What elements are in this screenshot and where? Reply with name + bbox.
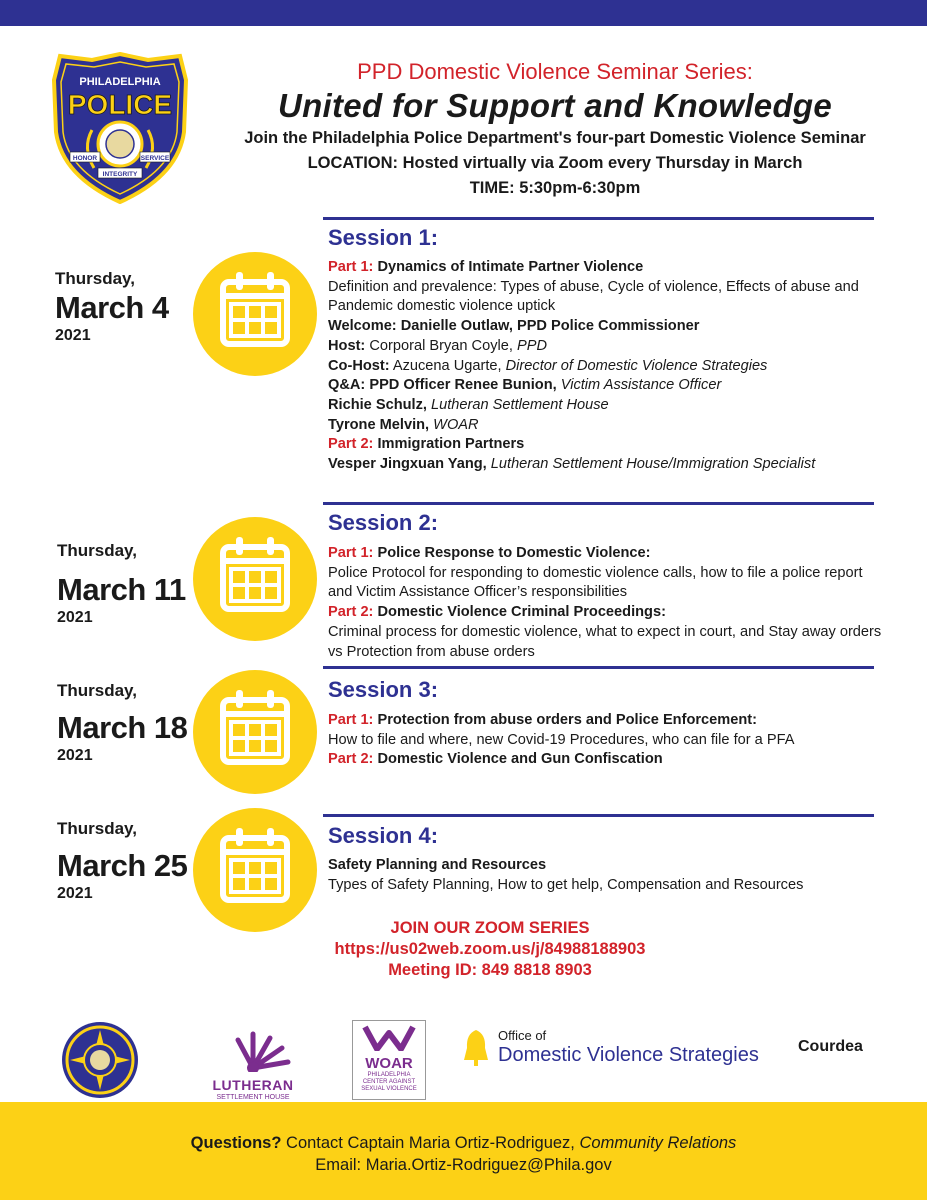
woar-name: WOAR — [365, 1055, 413, 1072]
woar-logo — [352, 1020, 426, 1100]
session-4-body — [328, 856, 883, 895]
lutheran-name: LUTHERAN — [212, 1077, 294, 1093]
qa-label: Q&A: PPD Officer Renee Bunion, — [328, 377, 557, 394]
host-org: PPD — [517, 337, 548, 354]
part-label: Part 1: — [328, 259, 374, 275]
part-label: Part 2: — [328, 436, 374, 453]
divider-session-1 — [323, 217, 874, 220]
part-title: Dynamics of Intimate Partner Violence — [377, 259, 644, 275]
contact-dept: Community Relations — [579, 1134, 737, 1152]
lutheran-sunburst-icon — [208, 1028, 298, 1072]
lutheran-sub: SETTLEMENT HOUSE — [216, 1094, 290, 1101]
zoom-meeting-id: Meeting ID: 849 8818 8903 — [388, 961, 592, 979]
woar-sub: CENTER AGAINST — [362, 1079, 416, 1085]
badge-left-ribbon: HONOR — [72, 155, 98, 162]
part-label: Part 2: — [328, 604, 374, 621]
divider-session-2 — [323, 502, 874, 505]
part-desc: Definition and prevalence: Types of abuse, Cycle of violence, Effects of abuse and Pandemic domestic violence uptick — [328, 278, 859, 315]
part-title: Protection from abuse orders and Police Enforcement: — [377, 712, 758, 728]
part-desc: Police Protocol for responding to domestic violence calls, how to file a police report and Victim Assistance Officer’s responsibilities — [328, 564, 863, 601]
calendar-icon — [193, 252, 317, 376]
footer-contact — [0, 1132, 927, 1176]
welcome-line: Welcome: Danielle Outlaw, PPD Police Commissioner — [328, 318, 700, 335]
cohost-name: Azucena Ugarte, — [392, 357, 502, 374]
session-1-title: Session 1: — [328, 225, 439, 250]
woar-sub: SEXUAL VIOLENCE — [361, 1086, 417, 1092]
dvs-office-of: Office of — [498, 1028, 547, 1043]
session-4-title: Session 4: — [328, 823, 439, 848]
part-title: Domestic Violence and Gun Confiscation — [377, 751, 663, 768]
date-session-1 — [55, 268, 169, 346]
contact-text: Contact Captain Maria Ortiz-Rodriguez, — [286, 1134, 575, 1152]
divider-session-4 — [323, 814, 874, 817]
panelist-name: Richie Schulz, — [328, 396, 427, 413]
date-year: 2021 — [57, 747, 93, 764]
date-year: 2021 — [57, 885, 93, 902]
session-3-body — [328, 711, 883, 770]
divider-session-3 — [323, 666, 874, 669]
session-1-body — [328, 258, 883, 475]
cohost-label: Co-Host: — [328, 357, 390, 374]
part-desc: Criminal process for domestic violence, what to expect in court, and Stay away orders vs Protection from abuse orders — [328, 623, 882, 660]
part-title: Safety Planning and Resources — [328, 857, 547, 873]
date-year: 2021 — [57, 609, 93, 626]
date-day: Thursday, — [57, 541, 137, 560]
top-bar — [0, 0, 927, 26]
location-line: LOCATION: Hosted virtually via Zoom every Thursday in March — [307, 154, 803, 172]
zoom-link[interactable]: https://us02web.zoom.us/j/84988188903 — [334, 940, 646, 958]
contact-email[interactable]: Email: Maria.Ortiz-Rodriguez@Phila.gov — [315, 1156, 612, 1174]
session-2-title: Session 2: — [328, 510, 439, 535]
courdea-logo: Courdea — [798, 1038, 863, 1055]
woar-sub: PHILADELPHIA — [367, 1072, 411, 1078]
calendar-icon — [193, 517, 317, 641]
part-title: Police Response to Domestic Violence: — [377, 545, 651, 561]
date-day: Thursday, — [57, 681, 137, 700]
panelist-org: Lutheran Settlement House — [431, 396, 609, 413]
date-month: March 4 — [55, 290, 169, 325]
part-desc: Types of Safety Planning, How to get help, Compensation and Resources — [328, 876, 804, 893]
main-title: United for Support and Knowledge — [277, 87, 833, 124]
session-3-title: Session 3: — [328, 677, 439, 702]
time-line: TIME: 5:30pm-6:30pm — [469, 179, 641, 197]
badge-right-ribbon: SERVICE — [140, 155, 170, 162]
part-title: Domestic Violence Criminal Proceedings: — [377, 604, 666, 621]
badge-title: POLICE — [67, 89, 173, 120]
police-seal-logo — [60, 1020, 140, 1100]
zoom-info — [240, 918, 740, 981]
date-month: March 25 — [57, 848, 188, 883]
panelist-org: Lutheran Settlement House/Immigration Specialist — [490, 456, 816, 473]
lutheran-logo — [208, 1028, 298, 1100]
calendar-icon — [193, 670, 317, 794]
date-session-4 — [57, 818, 187, 904]
footer — [0, 1102, 927, 1200]
police-badge-logo — [52, 52, 188, 204]
part-label: Part 1: — [328, 712, 374, 728]
badge-city: PHILADELPHIA — [79, 76, 161, 88]
liberty-bell-icon — [462, 1028, 490, 1070]
date-session-3 — [57, 680, 187, 766]
part-label: Part 1: — [328, 545, 374, 561]
questions-label: Questions? — [190, 1134, 282, 1152]
date-month: March 18 — [57, 710, 188, 745]
calendar-icon — [193, 808, 317, 932]
date-year: 2021 — [55, 327, 91, 344]
dvs-logo — [462, 1028, 772, 1078]
series-title: PPD Domestic Violence Seminar Series: — [357, 59, 753, 84]
date-month: March 11 — [57, 572, 186, 607]
host-name: Corporal Bryan Coyle, — [369, 337, 513, 354]
host-label: Host: — [328, 337, 366, 354]
panelist-org: WOAR — [433, 416, 479, 433]
panelist-name: Vesper Jingxuan Yang, — [328, 456, 487, 473]
part-label: Part 2: — [328, 751, 374, 768]
date-session-2 — [57, 540, 186, 628]
zoom-heading: JOIN OUR ZOOM SERIES — [390, 919, 590, 937]
part-title: Immigration Partners — [377, 436, 525, 453]
session-2-body — [328, 544, 883, 662]
dvs-name: Domestic Violence Strategies — [498, 1044, 759, 1066]
partner-logos — [0, 1010, 927, 1100]
woar-mark-icon — [361, 1025, 417, 1051]
badge-bottom-ribbon: INTEGRITY — [102, 171, 138, 178]
panelist-name: Tyrone Melvin, — [328, 416, 430, 433]
date-day: Thursday, — [55, 269, 135, 288]
cohost-org: Director of Domestic Violence Strategies — [505, 357, 768, 374]
date-day: Thursday, — [57, 819, 137, 838]
header — [190, 58, 920, 201]
qa-org: Victim Assistance Officer — [560, 377, 722, 394]
part-desc: How to file and where, new Covid-19 Procedures, who can file for a PFA — [328, 731, 795, 748]
join-line: Join the Philadelphia Police Department's four-part Domestic Violence Seminar — [244, 129, 866, 147]
